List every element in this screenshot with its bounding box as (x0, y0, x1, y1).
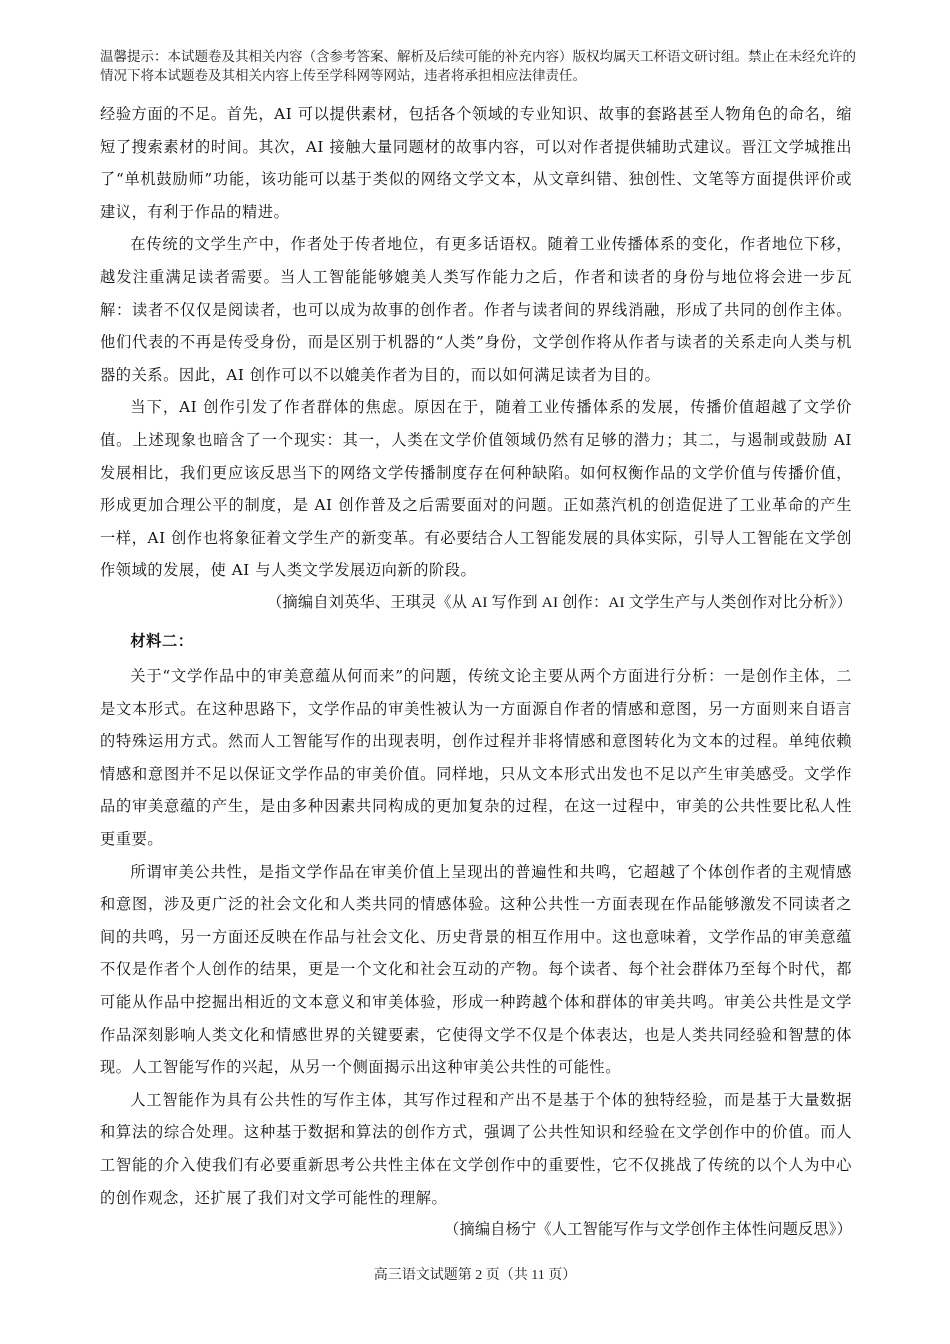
material2-paragraph-3: 人工智能作为具有公共性的写作主体，其写作过程和产出不是基于个体的独特经验，而是基于大量数据和算法的综合处理。这种基于数据和算法的创作方式，强调了公共性知识和经验在文学创作中的价值。而人工智能的介入使我们有必要重新思考公共性主体在文学创作中的重要性，它不仅挑战了传统的以个人为中心的创作观念，还扩展了我们对文学可能性的理解。 (100, 1090, 852, 1207)
material1-source: （摘编自刘英华、王琪灵《从 AI 写作到 AI 创作：AI 文学生产与人类创作对比分析》） (267, 593, 852, 611)
material1-paragraph-3: 当下，AI 创作引发了作者群体的焦虑。原因在于，随着工业传播体系的发展，传播价值超越了文学价值。上述现象也暗含了一个现实：其一，人类在文学价值领域仍然有足够的潜力；其二，与遏制或鼓励 AI 发展相比，我们更应该反思当下的网络文学传播制度存在何种缺陷。如何权衡作品的文学价值与传播价值，形成更加合理公平的制度，是 AI 创作普及之后需要面对的问题。正如蒸汽机的创造促进了工业革命的产生一样，AI 创作也将象征着文学生产的新变革。有必要结合人工智能发展的具体实际，引导人工智能在文学创作领域的发展，使 AI 与人类文学发展迈向新的阶段。 (100, 398, 852, 580)
material2-paragraph-1: 关于“文学作品中的审美意蕴从何而来”的问题，传统文论主要从两个方面进行分析：一是创作主体，二是文本形式。在这种思路下，文学作品的审美性被认为一方面源自作者的情感和意图，另一方面则来自语言的特殊运用方式。然而人工智能写作的出现表明，创作过程并非将情感和意图转化为文本的过程。单纯依赖情感和意图并不足以保证文学作品的审美价值。同样地，只从文本形式出发也不足以产生审美感受。文学作品的审美意蕴的产生，是由多种因素共同构成的更加复杂的过程，在这一过程中，审美的公共性要比私人性更重要。 (100, 667, 852, 849)
page-footer: 高三语文试题第 2 页（共 11 页） (373, 1268, 577, 1283)
material1-paragraph-1: 经验方面的不足。首先，AI 可以提供素材，包括各个领域的专业知识、故事的套路甚至人物角色的命名，缩短了搜索素材的时间。其次，AI 接触大量同题材的故事内容，可以对作者提供辅助式建议。晋江文学城推出了“单机鼓励师”功能，该功能可以基于类似的网络文学文本，从文章纠错、独创性、文笔等方面提供评价或建议，有利于作品的精进。 (100, 105, 852, 221)
document-body (100, 98, 852, 1247)
material1-paragraph-2: 在传统的文学生产中，作者处于传者地位，有更多话语权。随着工业传播体系的变化，作者地位下移，越发注重满足读者需要。当人工智能能够媲美人类写作能力之后，作者和读者的身份与地位将会进一步瓦解：读者不仅仅是阅读者，也可以成为故事的创作者。作者与读者间的界线消融，形成了共同的创作主体。他们代表的不再是传受身份，而是区别于机器的“人类”身份，文学创作将从作者与读者的关系走向人类与机器的关系。因此，AI 创作可以不以媲美作者为目的，而以如何满足读者为目的。 (100, 235, 852, 384)
material2-heading: 材料二： (130, 632, 194, 650)
material2-paragraph-2: 所谓审美公共性，是指文学作品在审美价值上呈现出的普遍性和共鸣，它超越了个体创作者的主观情感和意图，涉及更广泛的社会文化和人类共同的情感体验。这种公共性一方面表现在作品能够激发不同读者之间的共鸣，另一方面还反映在作品与社会文化、历史背景的相互作用中。这也意味着，文学作品的审美意蕴不仅是作者个人创作的结果，更是一个文化和社会互动的产物。每个读者、每个社会群体乃至每个时代，都可能从作品中挖掘出相近的文本意义和审美体验，形成一种跨越个体和群体的审美共鸣。审美公共性是文学作品深刻影响人类文化和情感世界的关键要素，它使得文学不仅是个体表达，也是人类共同经验和智慧的体现。人工智能写作的兴起，从另一个侧面揭示出这种审美公共性的可能性。 (100, 862, 852, 1077)
copyright-notice: 温馨提示：本试题卷及其相关内容（含参考答案、解析及后续可能的补充内容）版权均属天工杯语文研讨组。禁止在未经允许的情况下将本试题卷及其相关内容上传至学科网等网站，违者将承担相应法律责任。 (100, 49, 856, 84)
material2-source: （摘编自杨宁《人工智能写作与文学创作主体性问题反思》） (444, 1221, 852, 1239)
